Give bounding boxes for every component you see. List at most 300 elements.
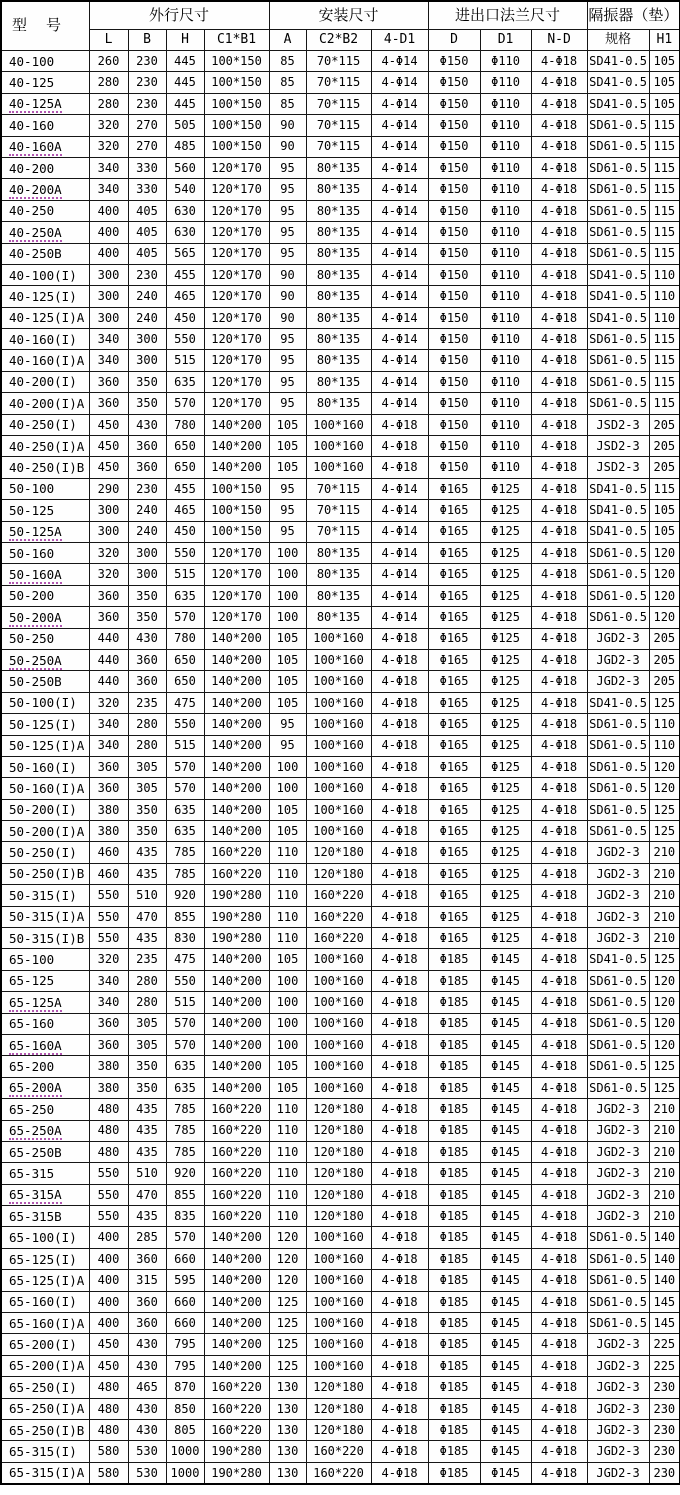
value-cell: 160*220 <box>306 906 371 927</box>
value-cell: 440 <box>89 671 128 692</box>
value-cell: 110 <box>269 906 306 927</box>
model-cell: 50-160 <box>1 542 89 563</box>
value-cell: 140*200 <box>204 735 269 756</box>
value-cell: Φ125 <box>480 585 531 606</box>
value-cell: 4-Φ18 <box>371 928 428 949</box>
value-cell: Φ185 <box>428 1441 480 1462</box>
value-cell: 360 <box>89 585 128 606</box>
value-cell: 4-Φ18 <box>531 863 587 884</box>
value-cell: 90 <box>269 264 306 285</box>
value-cell: 635 <box>166 799 204 820</box>
value-cell: 100 <box>269 756 306 777</box>
value-cell: 430 <box>128 1398 166 1419</box>
value-cell: 4-Φ18 <box>531 414 587 435</box>
model-cell: 65-200(I)A <box>1 1355 89 1376</box>
value-cell: Φ185 <box>428 1056 480 1077</box>
value-cell: 240 <box>128 521 166 542</box>
value-cell: 80*135 <box>306 585 371 606</box>
value-cell: 4-Φ14 <box>371 542 428 563</box>
value-cell: 140*200 <box>204 821 269 842</box>
value-cell: 465 <box>166 286 204 307</box>
value-cell: 80*135 <box>306 286 371 307</box>
value-cell: 595 <box>166 1270 204 1291</box>
value-cell: SD61-0.5 <box>587 1056 649 1077</box>
value-cell: SD61-0.5 <box>587 992 649 1013</box>
value-cell: JGD2-3 <box>587 649 649 670</box>
value-cell: 120*180 <box>306 1377 371 1398</box>
value-cell: 320 <box>89 542 128 563</box>
value-cell: 4-Φ18 <box>371 1462 428 1484</box>
value-cell: Φ150 <box>428 414 480 435</box>
value-cell: 4-Φ18 <box>531 264 587 285</box>
table-row <box>1 136 680 157</box>
table-row <box>1 329 680 350</box>
value-cell: 70*115 <box>306 136 371 157</box>
value-cell: 100 <box>269 992 306 1013</box>
value-cell: 330 <box>128 179 166 200</box>
value-cell: 4-Φ18 <box>531 1056 587 1077</box>
value-cell: 4-Φ14 <box>371 179 428 200</box>
value-cell: 565 <box>166 243 204 264</box>
table-row <box>1 1355 680 1376</box>
value-cell: 4-Φ18 <box>371 414 428 435</box>
model-cell: 50-200(I) <box>1 799 89 820</box>
value-cell: SD61-0.5 <box>587 607 649 628</box>
value-cell: 360 <box>89 756 128 777</box>
model-cell: 65-160 <box>1 1013 89 1034</box>
value-cell: 100*160 <box>306 778 371 799</box>
value-cell: 95 <box>269 350 306 371</box>
value-cell: 320 <box>89 949 128 970</box>
value-cell: 4-Φ18 <box>531 436 587 457</box>
value-cell: 360 <box>89 607 128 628</box>
value-cell: 120 <box>649 607 680 628</box>
value-cell: 115 <box>649 222 680 243</box>
value-cell: SD61-0.5 <box>587 970 649 991</box>
value-cell: Φ165 <box>428 692 480 713</box>
value-cell: SD61-0.5 <box>587 778 649 799</box>
table-row <box>1 714 680 735</box>
value-cell: Φ150 <box>428 51 480 72</box>
model-text: 40-125A <box>9 96 62 112</box>
model-cell: 50-100 <box>1 478 89 499</box>
value-cell: 100*160 <box>306 1034 371 1055</box>
value-cell: 280 <box>89 72 128 93</box>
value-cell: 80*135 <box>306 243 371 264</box>
value-cell: 4-Φ18 <box>531 735 587 756</box>
value-cell: Φ165 <box>428 671 480 692</box>
value-cell: 350 <box>128 585 166 606</box>
value-cell: SD61-0.5 <box>587 329 649 350</box>
value-cell: 570 <box>166 607 204 628</box>
value-cell: 205 <box>649 671 680 692</box>
value-cell: 120*180 <box>306 1099 371 1120</box>
value-cell: Φ165 <box>428 799 480 820</box>
value-cell: 460 <box>89 863 128 884</box>
model-cell: 50-160(I) <box>1 756 89 777</box>
value-cell: 360 <box>89 778 128 799</box>
value-cell: 4-Φ18 <box>531 906 587 927</box>
value-cell: Φ110 <box>480 307 531 328</box>
value-cell: Φ145 <box>480 1056 531 1077</box>
value-cell: 100*160 <box>306 457 371 478</box>
value-cell: 635 <box>166 1077 204 1098</box>
value-cell: 635 <box>166 821 204 842</box>
value-cell: 210 <box>649 1120 680 1141</box>
value-cell: 4-Φ18 <box>531 542 587 563</box>
value-cell: Φ125 <box>480 649 531 670</box>
value-cell: 480 <box>89 1120 128 1141</box>
model-text: 65-125A <box>9 994 62 1010</box>
value-cell: 340 <box>89 329 128 350</box>
value-cell: Φ185 <box>428 1398 480 1419</box>
table-row <box>1 243 680 264</box>
table-row <box>1 307 680 328</box>
value-cell: 330 <box>128 157 166 178</box>
value-cell: 100*160 <box>306 821 371 842</box>
value-cell: Φ165 <box>428 885 480 906</box>
value-cell: 430 <box>128 1420 166 1441</box>
value-cell: 4-Φ18 <box>371 1313 428 1334</box>
column-header: D <box>428 30 480 51</box>
value-cell: 70*115 <box>306 72 371 93</box>
value-cell: 4-Φ14 <box>371 607 428 628</box>
value-cell: 140*200 <box>204 992 269 1013</box>
value-cell: 4-Φ18 <box>531 500 587 521</box>
value-cell: SD61-0.5 <box>587 115 649 136</box>
value-cell: 435 <box>128 1120 166 1141</box>
model-cell: 65-315(I) <box>1 1441 89 1462</box>
value-cell: SD61-0.5 <box>587 714 649 735</box>
model-text: 50-125A <box>9 524 62 540</box>
table-row <box>1 1227 680 1248</box>
value-cell: 795 <box>166 1334 204 1355</box>
value-cell: 4-Φ18 <box>371 1099 428 1120</box>
table-row <box>1 542 680 563</box>
value-cell: 115 <box>649 179 680 200</box>
value-cell: 230 <box>649 1398 680 1419</box>
value-cell: 4-Φ18 <box>531 607 587 628</box>
value-cell: 530 <box>128 1441 166 1462</box>
value-cell: 120*180 <box>306 1420 371 1441</box>
value-cell: 515 <box>166 564 204 585</box>
value-cell: Φ110 <box>480 136 531 157</box>
value-cell: SD61-0.5 <box>587 157 649 178</box>
value-cell: Φ150 <box>428 371 480 392</box>
value-cell: 435 <box>128 863 166 884</box>
value-cell: 100*160 <box>306 1077 371 1098</box>
value-cell: 105 <box>649 51 680 72</box>
value-cell: 100*160 <box>306 436 371 457</box>
value-cell: JGD2-3 <box>587 1441 649 1462</box>
value-cell: Φ185 <box>428 1227 480 1248</box>
value-cell: 160*220 <box>204 1163 269 1184</box>
value-cell: Φ150 <box>428 115 480 136</box>
table-row <box>1 628 680 649</box>
value-cell: 830 <box>166 928 204 949</box>
value-cell: 4-Φ18 <box>371 1227 428 1248</box>
value-cell: 100*160 <box>306 628 371 649</box>
value-cell: 4-Φ18 <box>371 1077 428 1098</box>
value-cell: 360 <box>128 1248 166 1269</box>
value-cell: JGD2-3 <box>587 1334 649 1355</box>
value-cell: 440 <box>89 649 128 670</box>
value-cell: Φ145 <box>480 1013 531 1034</box>
value-cell: 100*160 <box>306 649 371 670</box>
value-cell: 120*170 <box>204 607 269 628</box>
value-cell: 80*135 <box>306 157 371 178</box>
value-cell: 350 <box>128 1056 166 1077</box>
model-cell: 40-200(I) <box>1 371 89 392</box>
value-cell: 360 <box>128 436 166 457</box>
value-cell: Φ185 <box>428 1034 480 1055</box>
value-cell: 4-Φ18 <box>531 949 587 970</box>
value-cell: 160*220 <box>204 1420 269 1441</box>
value-cell: 4-Φ18 <box>531 1227 587 1248</box>
value-cell: 4-Φ18 <box>531 1313 587 1334</box>
model-text: 50-160A <box>9 567 62 582</box>
value-cell: 450 <box>89 1355 128 1376</box>
value-cell: 400 <box>89 1270 128 1291</box>
model-text: 50-200A <box>9 609 62 625</box>
value-cell: 1000 <box>166 1441 204 1462</box>
value-cell: 400 <box>89 243 128 264</box>
value-cell: Φ110 <box>480 329 531 350</box>
value-cell: 4-Φ18 <box>531 564 587 585</box>
value-cell: 480 <box>89 1099 128 1120</box>
table-row <box>1 1056 680 1077</box>
value-cell: 140*200 <box>204 649 269 670</box>
value-cell: 340 <box>89 179 128 200</box>
value-cell: 795 <box>166 1355 204 1376</box>
value-cell: 115 <box>649 157 680 178</box>
value-cell: 95 <box>269 200 306 221</box>
value-cell: 360 <box>128 649 166 670</box>
value-cell: 105 <box>269 949 306 970</box>
value-cell: 120 <box>269 1248 306 1269</box>
value-cell: Φ150 <box>428 93 480 114</box>
value-cell: 205 <box>649 649 680 670</box>
value-cell: 90 <box>269 307 306 328</box>
value-cell: 4-Φ18 <box>371 1141 428 1162</box>
value-cell: 120*170 <box>204 157 269 178</box>
model-text: 65-315A <box>9 1187 62 1203</box>
value-cell: 230 <box>649 1462 680 1484</box>
value-cell: Φ125 <box>480 607 531 628</box>
value-cell: 4-Φ14 <box>371 564 428 585</box>
value-cell: SD61-0.5 <box>587 1291 649 1312</box>
value-cell: 95 <box>269 243 306 264</box>
model-cell: 40-160(I)A <box>1 350 89 371</box>
value-cell: 100*160 <box>306 756 371 777</box>
value-cell: Φ145 <box>480 1206 531 1227</box>
value-cell: 190*280 <box>204 1441 269 1462</box>
value-cell: 440 <box>89 628 128 649</box>
value-cell: 445 <box>166 72 204 93</box>
table-row <box>1 821 680 842</box>
table-row <box>1 949 680 970</box>
value-cell: Φ125 <box>480 692 531 713</box>
value-cell: 105 <box>269 821 306 842</box>
model-cell <box>1 992 89 1013</box>
value-cell: 360 <box>128 457 166 478</box>
value-cell: 4-Φ18 <box>371 436 428 457</box>
value-cell: 105 <box>269 649 306 670</box>
value-cell: 460 <box>89 842 128 863</box>
model-cell: 50-250B <box>1 671 89 692</box>
column-header: B <box>128 30 166 51</box>
value-cell: 4-Φ18 <box>531 243 587 264</box>
table-row <box>1 478 680 499</box>
value-cell: Φ185 <box>428 992 480 1013</box>
value-cell: 4-Φ18 <box>371 992 428 1013</box>
value-cell: 230 <box>128 478 166 499</box>
value-cell: 405 <box>128 222 166 243</box>
value-cell: Φ150 <box>428 350 480 371</box>
value-cell: 4-Φ18 <box>531 821 587 842</box>
table-row <box>1 1291 680 1312</box>
value-cell: 100*160 <box>306 1227 371 1248</box>
value-cell: 100 <box>269 1013 306 1034</box>
value-cell: 340 <box>89 350 128 371</box>
value-cell: 785 <box>166 1120 204 1141</box>
value-cell: 100*150 <box>204 51 269 72</box>
value-cell: 120*170 <box>204 393 269 414</box>
value-cell: 550 <box>166 970 204 991</box>
model-cell: 40-250B <box>1 243 89 264</box>
value-cell: Φ110 <box>480 157 531 178</box>
value-cell: 280 <box>128 714 166 735</box>
value-cell: 125 <box>649 821 680 842</box>
value-cell: 4-Φ18 <box>371 1206 428 1227</box>
model-cell: 40-250(I)B <box>1 457 89 478</box>
value-cell: Φ125 <box>480 500 531 521</box>
value-cell: 140*200 <box>204 970 269 991</box>
value-cell: 120*180 <box>306 1141 371 1162</box>
model-cell: 65-125 <box>1 970 89 991</box>
value-cell: 80*135 <box>306 307 371 328</box>
value-cell: 4-Φ18 <box>531 1291 587 1312</box>
value-cell: 550 <box>166 542 204 563</box>
table-row <box>1 1163 680 1184</box>
value-cell: 4-Φ14 <box>371 585 428 606</box>
value-cell: 4-Φ18 <box>371 1377 428 1398</box>
value-cell: 475 <box>166 692 204 713</box>
value-cell: 4-Φ18 <box>371 756 428 777</box>
value-cell: 115 <box>649 371 680 392</box>
value-cell: Φ110 <box>480 457 531 478</box>
value-cell: 4-Φ14 <box>371 329 428 350</box>
table-row <box>1 371 680 392</box>
value-cell: 660 <box>166 1248 204 1269</box>
value-cell: 100*150 <box>204 521 269 542</box>
value-cell: 300 <box>89 521 128 542</box>
value-cell: Φ185 <box>428 1377 480 1398</box>
value-cell: 850 <box>166 1398 204 1419</box>
value-cell: 4-Φ18 <box>531 1034 587 1055</box>
value-cell: 435 <box>128 1099 166 1120</box>
value-cell: JGD2-3 <box>587 1420 649 1441</box>
value-cell: 4-Φ18 <box>371 842 428 863</box>
value-cell: 120*180 <box>306 1120 371 1141</box>
value-cell: 4-Φ14 <box>371 521 428 542</box>
value-cell: 4-Φ18 <box>531 350 587 371</box>
value-cell: 635 <box>166 371 204 392</box>
value-cell: 4-Φ18 <box>531 1184 587 1205</box>
value-cell: 400 <box>89 222 128 243</box>
value-cell: 350 <box>128 393 166 414</box>
value-cell: 120*170 <box>204 371 269 392</box>
value-cell: 4-Φ18 <box>531 136 587 157</box>
value-cell: 140*200 <box>204 1313 269 1334</box>
value-cell: 4-Φ18 <box>531 1270 587 1291</box>
value-cell: 145 <box>649 1313 680 1334</box>
value-cell: 210 <box>649 1141 680 1162</box>
model-cell: 50-125(I)A <box>1 735 89 756</box>
model-cell: 50-100(I) <box>1 692 89 713</box>
value-cell: 100*150 <box>204 136 269 157</box>
value-cell: 210 <box>649 906 680 927</box>
table-row <box>1 1270 680 1291</box>
value-cell: Φ165 <box>428 564 480 585</box>
value-cell: 105 <box>269 799 306 820</box>
table-body <box>1 51 680 1485</box>
model-cell <box>1 179 89 200</box>
header-group: 外行尺寸 <box>89 1 269 30</box>
model-cell: 50-315(I)A <box>1 906 89 927</box>
value-cell: 785 <box>166 1099 204 1120</box>
value-cell: 190*280 <box>204 928 269 949</box>
value-cell: 110 <box>649 735 680 756</box>
value-cell: 140*200 <box>204 671 269 692</box>
table-row <box>1 1377 680 1398</box>
value-cell: 100*160 <box>306 970 371 991</box>
value-cell: 100*150 <box>204 500 269 521</box>
value-cell: 160*220 <box>204 1206 269 1227</box>
model-cell: 65-160(I)A <box>1 1313 89 1334</box>
value-cell: 160*220 <box>204 1398 269 1419</box>
table-row <box>1 671 680 692</box>
value-cell: 100*160 <box>306 735 371 756</box>
value-cell: 210 <box>649 928 680 949</box>
value-cell: 580 <box>89 1462 128 1484</box>
value-cell: 225 <box>649 1355 680 1376</box>
value-cell: 870 <box>166 1377 204 1398</box>
value-cell: 855 <box>166 1184 204 1205</box>
value-cell: 210 <box>649 1163 680 1184</box>
value-cell: 300 <box>128 350 166 371</box>
value-cell: 95 <box>269 735 306 756</box>
value-cell: 4-Φ18 <box>371 714 428 735</box>
value-cell: 100 <box>269 564 306 585</box>
table-row <box>1 264 680 285</box>
value-cell: JSD2-3 <box>587 414 649 435</box>
value-cell: 920 <box>166 885 204 906</box>
value-cell: 280 <box>128 735 166 756</box>
value-cell: SD61-0.5 <box>587 1013 649 1034</box>
table-row <box>1 157 680 178</box>
value-cell: Φ165 <box>428 521 480 542</box>
value-cell: 315 <box>128 1270 166 1291</box>
value-cell: Φ185 <box>428 949 480 970</box>
value-cell: 140*200 <box>204 414 269 435</box>
value-cell: 805 <box>166 1420 204 1441</box>
value-cell: 4-Φ18 <box>531 1355 587 1376</box>
value-cell: Φ185 <box>428 1270 480 1291</box>
value-cell: 4-Φ18 <box>371 628 428 649</box>
value-cell: Φ110 <box>480 51 531 72</box>
model-cell: 50-250(I)B <box>1 863 89 884</box>
